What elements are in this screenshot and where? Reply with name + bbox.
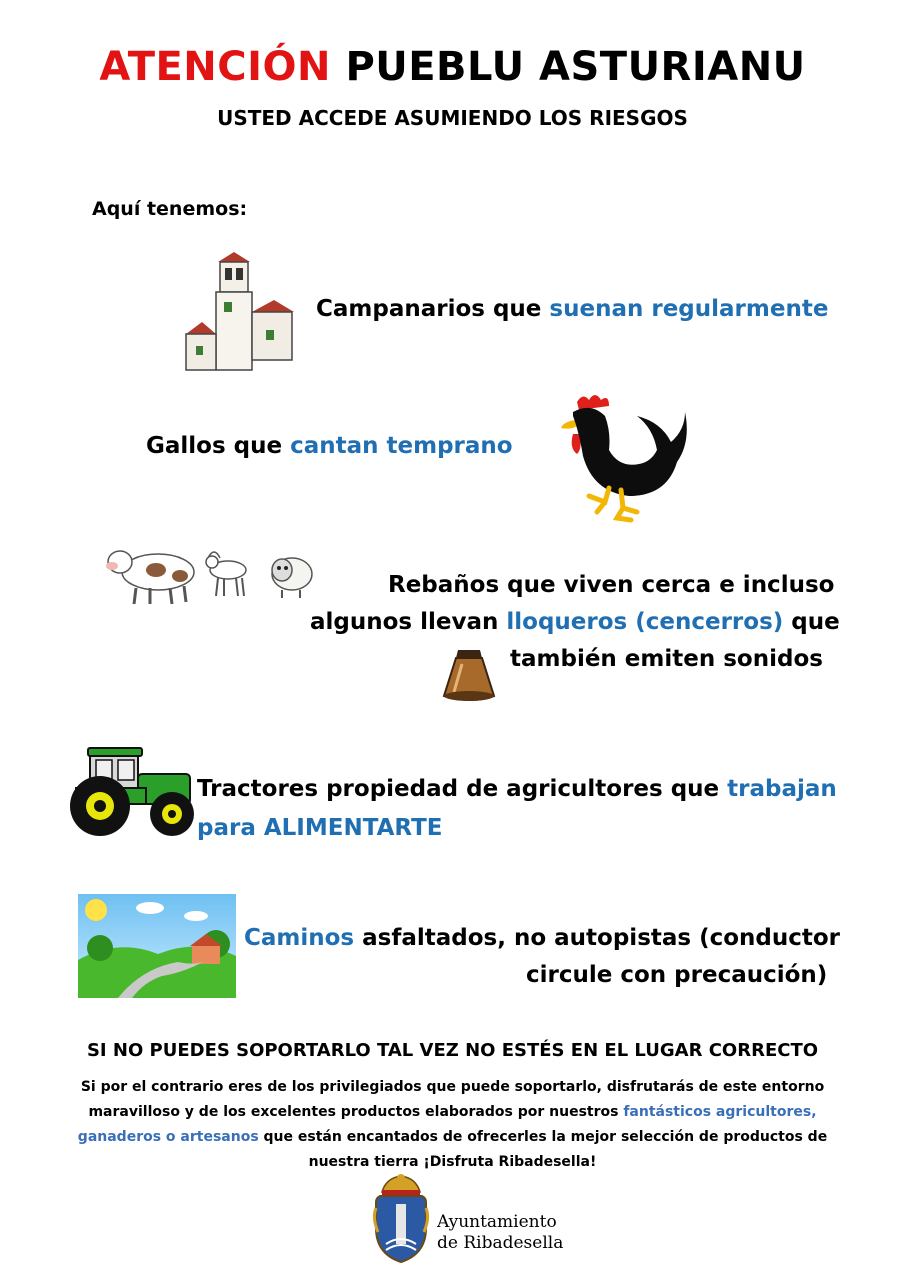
page-subtitle: USTED ACCEDE ASUMIENDO LOS RIESGOS	[217, 106, 688, 130]
logo-line-2: de Ribadesella	[437, 1233, 564, 1253]
country-road-illustration	[78, 894, 236, 998]
roads-line1-highlight: Caminos	[244, 925, 355, 951]
municipality-logo-text	[437, 1212, 563, 1254]
herds-line-3: también emiten sonidos	[510, 646, 823, 672]
para-line-4: nuestra tierra ¡Disfruta Ribadesella!	[308, 1154, 597, 1170]
page-title	[0, 44, 905, 90]
rooster-illustration	[555, 390, 693, 525]
cow-goat-sheep-illustration	[96, 540, 316, 612]
roads-line-1	[244, 925, 840, 951]
roads-line1-text: asfaltados, no autopistas (conductor	[354, 925, 841, 951]
para-line-2	[70, 1100, 835, 1125]
para-line-3	[70, 1125, 835, 1150]
bells-text: Campanarios que	[316, 296, 550, 322]
tractors-line1-highlight: trabajan	[727, 776, 837, 802]
herds-line2-tail: que	[783, 609, 840, 635]
para-line2-highlight: fantásticos agricultores,	[623, 1104, 817, 1120]
bells-line	[316, 296, 828, 322]
para-line3-text: que están encantados de ofrecerles la mejor selección de productos de	[258, 1129, 828, 1145]
roads-line-2: circule con precaución)	[526, 962, 828, 988]
tractors-line1-text: Tractores propiedad de agricultores que	[197, 776, 728, 802]
intro-label: Aquí tenemos:	[92, 198, 248, 220]
tractors-line-2: para ALIMENTARTE	[197, 815, 443, 841]
warning-text: SI NO PUEDES SOPORTARLO TAL VEZ NO ESTÉS EN EL LUGAR CORRECTO	[86, 1040, 819, 1061]
herds-line2-text: algunos llevan	[310, 609, 507, 635]
herds-line-2	[310, 609, 840, 635]
coat-of-arms-icon	[372, 1172, 430, 1266]
tractor-illustration	[66, 744, 198, 838]
herds-line-1: Rebaños que viven cerca e incluso	[388, 572, 835, 598]
logo-line-1: Ayuntamiento	[437, 1212, 557, 1232]
para-line3-highlight: ganaderos o artesanos	[77, 1129, 259, 1145]
title-attention: ATENCIÓN	[99, 44, 331, 90]
para-line-1: Si por el contrario eres de los privilegiados que puede soportarlo, disfrutarás de este entorno	[80, 1079, 825, 1095]
herds-line2-highlight: lloqueros (cencerros)	[506, 609, 784, 635]
para-line2-text: maravilloso y de los excelentes productos elaborados por nuestros	[88, 1104, 624, 1120]
title-village: PUEBLU ASTURIANU	[345, 44, 806, 90]
tractors-line-1	[197, 776, 837, 802]
closing-paragraph	[70, 1075, 835, 1175]
roosters-text: Gallos que	[146, 433, 291, 459]
cowbell-icon	[436, 644, 502, 710]
bell-tower-illustration	[182, 250, 300, 380]
roosters-line	[146, 433, 513, 459]
bells-highlight: suenan regularmente	[549, 296, 829, 322]
roosters-highlight: cantan temprano	[290, 433, 513, 459]
